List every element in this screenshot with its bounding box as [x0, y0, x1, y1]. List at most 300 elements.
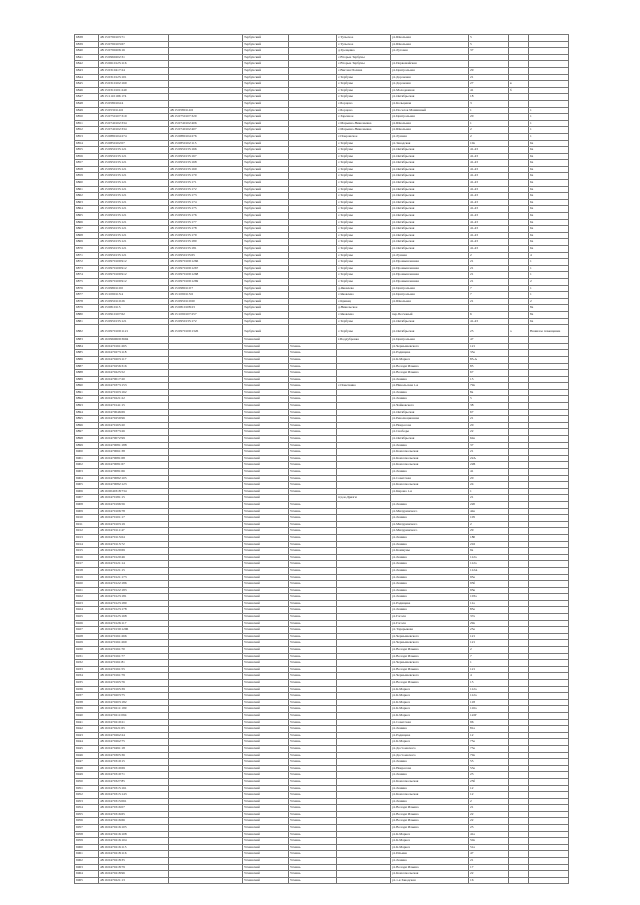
- row-number-cell: 6902: [75, 462, 99, 469]
- letter-cell: [509, 811, 529, 818]
- house-cell: 1: [469, 488, 509, 495]
- street-cell: ул.Промышленная: [391, 272, 469, 279]
- note-cell: [529, 627, 569, 634]
- letter-cell: [509, 54, 529, 61]
- parent-cadastral-cell: [169, 389, 243, 396]
- letter-cell: [509, 265, 529, 272]
- settlement-cell: с.Марьино-Николаевка: [337, 127, 391, 134]
- table-row: [75, 206, 569, 213]
- city-cell: [289, 107, 337, 114]
- settlement-cell: с.Покровское: [337, 133, 391, 140]
- letter-cell: [509, 726, 529, 733]
- city-cell: Усмань: [289, 726, 337, 733]
- note-cell: 1: [529, 120, 569, 127]
- settlement-cell: [337, 732, 391, 739]
- city-cell: [289, 35, 337, 42]
- parent-cadastral-cell: [169, 442, 243, 449]
- row-number-cell: 6910: [75, 515, 99, 522]
- cadastral-number-cell: 48:15:0970109:912: [99, 259, 169, 266]
- table-row: [75, 811, 569, 818]
- table-row: [75, 871, 569, 878]
- settlement-cell: [337, 666, 391, 673]
- row-number-cell: 6854: [75, 140, 99, 147]
- settlement-cell: с.Марьино-Николаевка: [337, 120, 391, 127]
- note-cell: [529, 844, 569, 851]
- district-cell: Усманский: [243, 409, 289, 416]
- letter-cell: [509, 140, 529, 147]
- note-cell: [529, 614, 569, 621]
- house-cell: 8а: [469, 389, 509, 396]
- settlement-cell: с.Тербуны: [337, 140, 391, 147]
- district-cell: Усманский: [243, 739, 289, 746]
- parent-cadastral-cell: [169, 680, 243, 687]
- city-cell: Усмань: [289, 462, 337, 469]
- letter-cell: [509, 633, 529, 640]
- note-cell: 6а: [529, 193, 569, 200]
- city-cell: Усмань: [289, 469, 337, 476]
- parent-cadastral-cell: [169, 607, 243, 614]
- table-row: [75, 475, 569, 482]
- settlement-cell: с.Заречное: [337, 114, 391, 121]
- city-cell: Усмань: [289, 858, 337, 865]
- house-cell: 220: [469, 501, 509, 508]
- note-cell: [529, 818, 569, 825]
- letter-cell: [509, 752, 529, 759]
- row-number-cell: 6913: [75, 534, 99, 541]
- city-cell: Усмань: [289, 482, 337, 489]
- table-row: [75, 199, 569, 206]
- district-cell: Тербунский: [243, 285, 289, 292]
- house-cell: 25: [469, 325, 509, 337]
- house-cell: 41-43: [469, 239, 509, 246]
- city-cell: Усмань: [289, 548, 337, 555]
- letter-cell: [509, 508, 529, 515]
- district-cell: Усманский: [243, 370, 289, 377]
- parent-cadastral-cell: 48:15:0850102:115: [169, 140, 243, 147]
- row-number-cell: 6955: [75, 811, 99, 818]
- street-cell: ул.К.Маркса: [391, 706, 469, 713]
- city-cell: Усмань: [289, 627, 337, 634]
- district-cell: Тербунский: [243, 193, 289, 200]
- parent-cadastral-cell: [169, 726, 243, 733]
- table-row: [75, 232, 569, 239]
- row-number-cell: 6897: [75, 429, 99, 436]
- row-number-cell: 6870: [75, 246, 99, 253]
- house-cell: 41-43: [469, 153, 509, 160]
- table-row: [75, 120, 569, 127]
- row-number-cell: 6908: [75, 501, 99, 508]
- parent-cadastral-cell: 48:15:0750107:320: [169, 114, 243, 121]
- row-number-cell: 6887: [75, 363, 99, 370]
- table-row: [75, 429, 569, 436]
- settlement-cell: [337, 759, 391, 766]
- parent-cadastral-cell: [169, 851, 243, 858]
- district-cell: Усманский: [243, 534, 289, 541]
- letter-cell: [509, 343, 529, 350]
- district-cell: Тербунский: [243, 180, 289, 187]
- district-cell: Усманский: [243, 587, 289, 594]
- row-number-cell: 6893: [75, 403, 99, 410]
- table-row: [75, 686, 569, 693]
- letter-cell: [509, 614, 529, 621]
- district-cell: Тербунский: [243, 232, 289, 239]
- cadastral-number-cell: 48:15:0950135:121: [99, 226, 169, 233]
- cadastral-number-cell: 48:16:0470017:20: [99, 376, 169, 383]
- street-cell: ул.Советская: [391, 719, 469, 726]
- house-cell: 67: [469, 409, 509, 416]
- letter-cell: [509, 239, 529, 246]
- settlement-cell: с.Тербуны: [337, 180, 391, 187]
- cadastral-number-cell: 48:15:0810115: [99, 305, 169, 312]
- street-cell: ул.Октябрьская: [391, 199, 469, 206]
- table-row: [75, 140, 569, 147]
- street-cell: ул.Центральная: [391, 337, 469, 344]
- settlement-cell: [337, 858, 391, 865]
- street-cell: ул.Никольская 1-я: [391, 383, 469, 390]
- street-cell: ул.Ленина: [391, 541, 469, 548]
- row-number-cell: 6940: [75, 712, 99, 719]
- street-cell: ул.Луговая: [391, 48, 469, 55]
- district-cell: Усманский: [243, 792, 289, 799]
- street-cell: ул.Октябрьская: [391, 318, 469, 325]
- note-cell: [529, 488, 569, 495]
- district-cell: Усманский: [243, 600, 289, 607]
- note-cell: [529, 838, 569, 845]
- street-cell: ул.Ленина: [391, 759, 469, 766]
- table-row: [75, 389, 569, 396]
- row-number-cell: 6844: [75, 74, 99, 81]
- table-row: [75, 74, 569, 81]
- cadastral-number-cell: 48:15:0950135:121: [99, 232, 169, 239]
- table-row: [75, 133, 569, 140]
- district-cell: Усманский: [243, 376, 289, 383]
- parent-cadastral-cell: [169, 653, 243, 660]
- table-row: [75, 607, 569, 614]
- settlement-cell: [337, 620, 391, 627]
- parent-cadastral-cell: [169, 449, 243, 456]
- note-cell: [529, 508, 569, 515]
- settlement-cell: [337, 501, 391, 508]
- row-number-cell: 6924: [75, 607, 99, 614]
- row-number-cell: 6851: [75, 120, 99, 127]
- letter-cell: [509, 429, 529, 436]
- street-cell: ул.Октябрьская: [391, 193, 469, 200]
- table-row: [75, 825, 569, 832]
- district-cell: Усманский: [243, 864, 289, 871]
- note-cell: [529, 356, 569, 363]
- cadastral-number-cell: 48:15:0970109:1121: [99, 325, 169, 337]
- table-row: [75, 292, 569, 299]
- parent-cadastral-cell: 48:15:0950135:168: [169, 160, 243, 167]
- table-row: [75, 265, 569, 272]
- parent-cadastral-cell: 48:15:0950135:180: [169, 239, 243, 246]
- district-cell: Усманский: [243, 363, 289, 370]
- cadastral-number-cell: 48:15:0950135:121: [99, 206, 169, 213]
- parent-cadastral-cell: [169, 350, 243, 357]
- city-cell: [289, 292, 337, 299]
- table-row: [75, 87, 569, 94]
- note-cell: [529, 594, 569, 601]
- street-cell: ул.Володи Ильина: [391, 666, 469, 673]
- street-cell: [391, 305, 469, 312]
- street-cell: ул.Мичуринского: [391, 521, 469, 528]
- row-number-cell: 6867: [75, 226, 99, 233]
- row-number-cell: 6853: [75, 133, 99, 140]
- house-cell: 41-43: [469, 173, 509, 180]
- house-cell: 21: [469, 265, 509, 272]
- district-cell: Усманский: [243, 772, 289, 779]
- house-cell: 5: [469, 41, 509, 48]
- table-row: [75, 343, 569, 350]
- house-cell: 37: [469, 442, 509, 449]
- row-number-cell: 6920: [75, 581, 99, 588]
- table-row: [75, 305, 569, 312]
- street-cell: ул.Октябрьская: [391, 94, 469, 101]
- parent-cadastral-cell: [169, 508, 243, 515]
- street-cell: ул.Володи Ильина: [391, 653, 469, 660]
- note-cell: [529, 712, 569, 719]
- cadastral-number-cell: 48:15:0750107:319: [99, 114, 169, 121]
- settlement-cell: [337, 640, 391, 647]
- cadastral-number-cell: 48:16:0470126:117: [99, 620, 169, 627]
- letter-cell: [509, 825, 529, 832]
- district-cell: Тербунский: [243, 219, 289, 226]
- street-cell: ул.Ленина: [391, 581, 469, 588]
- table-row: [75, 699, 569, 706]
- city-cell: [289, 114, 337, 121]
- letter-cell: [509, 213, 529, 220]
- street-cell: ул.Ленина: [391, 442, 469, 449]
- house-cell: 7: [469, 653, 509, 660]
- letter-cell: [509, 219, 529, 226]
- parent-cadastral-cell: [169, 798, 243, 805]
- cadastral-number-cell: 48:16:0470161:81: [99, 660, 169, 667]
- district-cell: Тербунский: [243, 74, 289, 81]
- row-number-cell: 6864: [75, 206, 99, 213]
- letter-cell: [509, 488, 529, 495]
- letter-cell: [509, 521, 529, 528]
- note-cell: [529, 81, 569, 88]
- street-cell: ул.Ленина: [391, 376, 469, 383]
- note-cell: [529, 469, 569, 476]
- street-cell: ул.Володи Ильина: [391, 370, 469, 377]
- table-row: [75, 864, 569, 871]
- letter-cell: [509, 107, 529, 114]
- parent-cadastral-cell: [169, 396, 243, 403]
- row-number-cell: 6949: [75, 772, 99, 779]
- city-cell: [289, 213, 337, 220]
- district-cell: Тербунский: [243, 298, 289, 305]
- house-cell: 12: [469, 785, 509, 792]
- city-cell: Усмань: [289, 871, 337, 878]
- parent-cadastral-cell: [169, 61, 243, 68]
- note-cell: 1: [529, 127, 569, 134]
- street-cell: ул.Володи Ильина: [391, 647, 469, 654]
- parent-cadastral-cell: [169, 877, 243, 884]
- parent-cadastral-cell: [169, 567, 243, 574]
- row-number-cell: 6895: [75, 416, 99, 423]
- letter-cell: [509, 436, 529, 443]
- house-cell: 75а: [469, 739, 509, 746]
- cadastral-number-cell: 48:15:0310101:249: [99, 87, 169, 94]
- letter-cell: [509, 278, 529, 285]
- street-cell: ул.Володи Ильина: [391, 811, 469, 818]
- house-cell: 21: [469, 74, 509, 81]
- parent-cadastral-cell: [169, 640, 243, 647]
- parent-cadastral-cell: [169, 732, 243, 739]
- district-cell: Тербунский: [243, 94, 289, 101]
- table-row: [75, 587, 569, 594]
- table-row: [75, 363, 569, 370]
- note-cell: [529, 640, 569, 647]
- street-cell: ул.Ленина: [391, 515, 469, 522]
- letter-cell: [509, 620, 529, 627]
- street-cell: ул.Промышленная: [391, 278, 469, 285]
- settlement-cell: [337, 409, 391, 416]
- district-cell: Тербунский: [243, 61, 289, 68]
- cadastral-number-cell: 48:15:0790206:16: [99, 48, 169, 55]
- house-cell: 95а: [469, 574, 509, 581]
- parent-cadastral-cell: [169, 838, 243, 845]
- street-cell: ул.Советская: [391, 475, 469, 482]
- settlement-cell: [337, 600, 391, 607]
- settlement-cell: [337, 594, 391, 601]
- letter-cell: [509, 298, 529, 305]
- letter-cell: [509, 785, 529, 792]
- city-cell: Усмань: [289, 818, 337, 825]
- cadastral-number-cell: 48:15:0910107:62: [99, 311, 169, 318]
- table-row: [75, 61, 569, 68]
- city-cell: [289, 318, 337, 325]
- street-cell: ул.Радищева: [391, 350, 469, 357]
- note-cell: 1: [529, 114, 569, 121]
- district-cell: Усманский: [243, 712, 289, 719]
- table-row: [75, 213, 569, 220]
- district-cell: Усманский: [243, 752, 289, 759]
- row-number-cell: 6946: [75, 752, 99, 759]
- parent-cadastral-cell: [169, 35, 243, 42]
- city-cell: Усмань: [289, 409, 337, 416]
- street-cell: ул.Комсомольская: [391, 871, 469, 878]
- settlement-cell: [337, 416, 391, 423]
- street-cell: ул.Школьная: [391, 41, 469, 48]
- house-cell: 21: [469, 495, 509, 502]
- city-cell: [289, 226, 337, 233]
- note-cell: [529, 376, 569, 383]
- district-cell: Усманский: [243, 508, 289, 515]
- note-cell: [529, 561, 569, 568]
- street-cell: ул.К.Маркса: [391, 699, 469, 706]
- parent-cadastral-cell: [169, 94, 243, 101]
- settlement-cell: [337, 838, 391, 845]
- house-cell: 41-43: [469, 147, 509, 154]
- house-cell: 95б: [469, 581, 509, 588]
- street-cell: ул.Чернышевского: [391, 640, 469, 647]
- cadastral-number-cell: 48:16:0470121:14: [99, 561, 169, 568]
- letter-cell: [509, 114, 529, 121]
- street-cell: ул.Комсомольская: [391, 462, 469, 469]
- parent-cadastral-cell: 48:15:0950135:177: [169, 219, 243, 226]
- city-cell: Усмань: [289, 403, 337, 410]
- street-cell: ул.К.Маркса: [391, 831, 469, 838]
- settlement-cell: [337, 745, 391, 752]
- district-cell: Усманский: [243, 515, 289, 522]
- house-cell: 122Г: [469, 712, 509, 719]
- parent-cadastral-cell: 48:15:0970109:1267: [169, 265, 243, 272]
- cadastral-number-cell: 48:16:0470259:96: [99, 416, 169, 423]
- street-cell: ул.К.Маркса: [391, 686, 469, 693]
- letter-cell: а: [509, 325, 529, 337]
- parent-cadastral-cell: 48:15:0950135:175: [169, 206, 243, 213]
- street-cell: ул.Кирова 1-я: [391, 488, 469, 495]
- parent-cadastral-cell: [169, 574, 243, 581]
- street-cell: ул.Чернышевского: [391, 343, 469, 350]
- parent-cadastral-cell: 48:15:0950135:170: [169, 173, 243, 180]
- parent-cadastral-cell: 48:15:0970109:1268: [169, 272, 243, 279]
- table-row: [75, 534, 569, 541]
- district-cell: Усманский: [243, 745, 289, 752]
- parent-cadastral-cell: [169, 343, 243, 350]
- district-cell: Тербунский: [243, 127, 289, 134]
- table-row: [75, 318, 569, 325]
- house-cell: 20: [469, 114, 509, 121]
- district-cell: Усманский: [243, 561, 289, 568]
- settlement-cell: с.Тербуны: [337, 325, 391, 337]
- settlement-cell: [337, 436, 391, 443]
- house-cell: 29: [469, 67, 509, 74]
- cadastral-number-cell: 48:16:0470103:19: [99, 521, 169, 528]
- cadastral-number-cell: 48:16:0470122:186: [99, 581, 169, 588]
- parent-cadastral-cell: 48:15:0950135:178: [169, 226, 243, 233]
- row-number-cell: 6945: [75, 745, 99, 752]
- house-cell: 112а: [469, 561, 509, 568]
- note-cell: [529, 798, 569, 805]
- street-cell: ул.Достоевского: [391, 745, 469, 752]
- street-cell: ул.Чернышевского: [391, 660, 469, 667]
- parent-cadastral-cell: [169, 759, 243, 766]
- table-row: [75, 35, 569, 42]
- parent-cadastral-cell: [169, 699, 243, 706]
- street-cell: ул.Центральная: [391, 292, 469, 299]
- district-cell: Усманский: [243, 475, 289, 482]
- row-number-cell: 6885: [75, 350, 99, 357]
- row-number-cell: 6958: [75, 831, 99, 838]
- city-cell: Усмань: [289, 455, 337, 462]
- street-cell: ул.Октябрьская: [391, 180, 469, 187]
- cadastral-number-cell: 48:15:0310125:101: [99, 74, 169, 81]
- house-cell: 41-43: [469, 186, 509, 193]
- city-cell: Усмань: [289, 838, 337, 845]
- letter-cell: [509, 851, 529, 858]
- cadastral-number-cell: 48:16:0470216:104: [99, 838, 169, 845]
- cadastral-number-cell: 48:16:0470161:269: [99, 640, 169, 647]
- district-cell: Усманский: [243, 732, 289, 739]
- letter-cell: [509, 528, 529, 535]
- street-cell: ул.Гоголя: [391, 620, 469, 627]
- street-cell: ул.1-я Заводская: [391, 877, 469, 884]
- district-cell: Тербунский: [243, 160, 289, 167]
- street-cell: ул.Революционная: [391, 416, 469, 423]
- house-cell: 116а: [469, 706, 509, 713]
- house-cell: 29: [469, 528, 509, 535]
- table-row: [75, 259, 569, 266]
- cadastral-number-cell: 48:15:0970109:912: [99, 265, 169, 272]
- letter-cell: [509, 160, 529, 167]
- note-cell: [529, 706, 569, 713]
- cadastral-number-cell: 48:16:0470113:64: [99, 534, 169, 541]
- district-cell: Усманский: [243, 653, 289, 660]
- parent-cadastral-cell: [169, 475, 243, 482]
